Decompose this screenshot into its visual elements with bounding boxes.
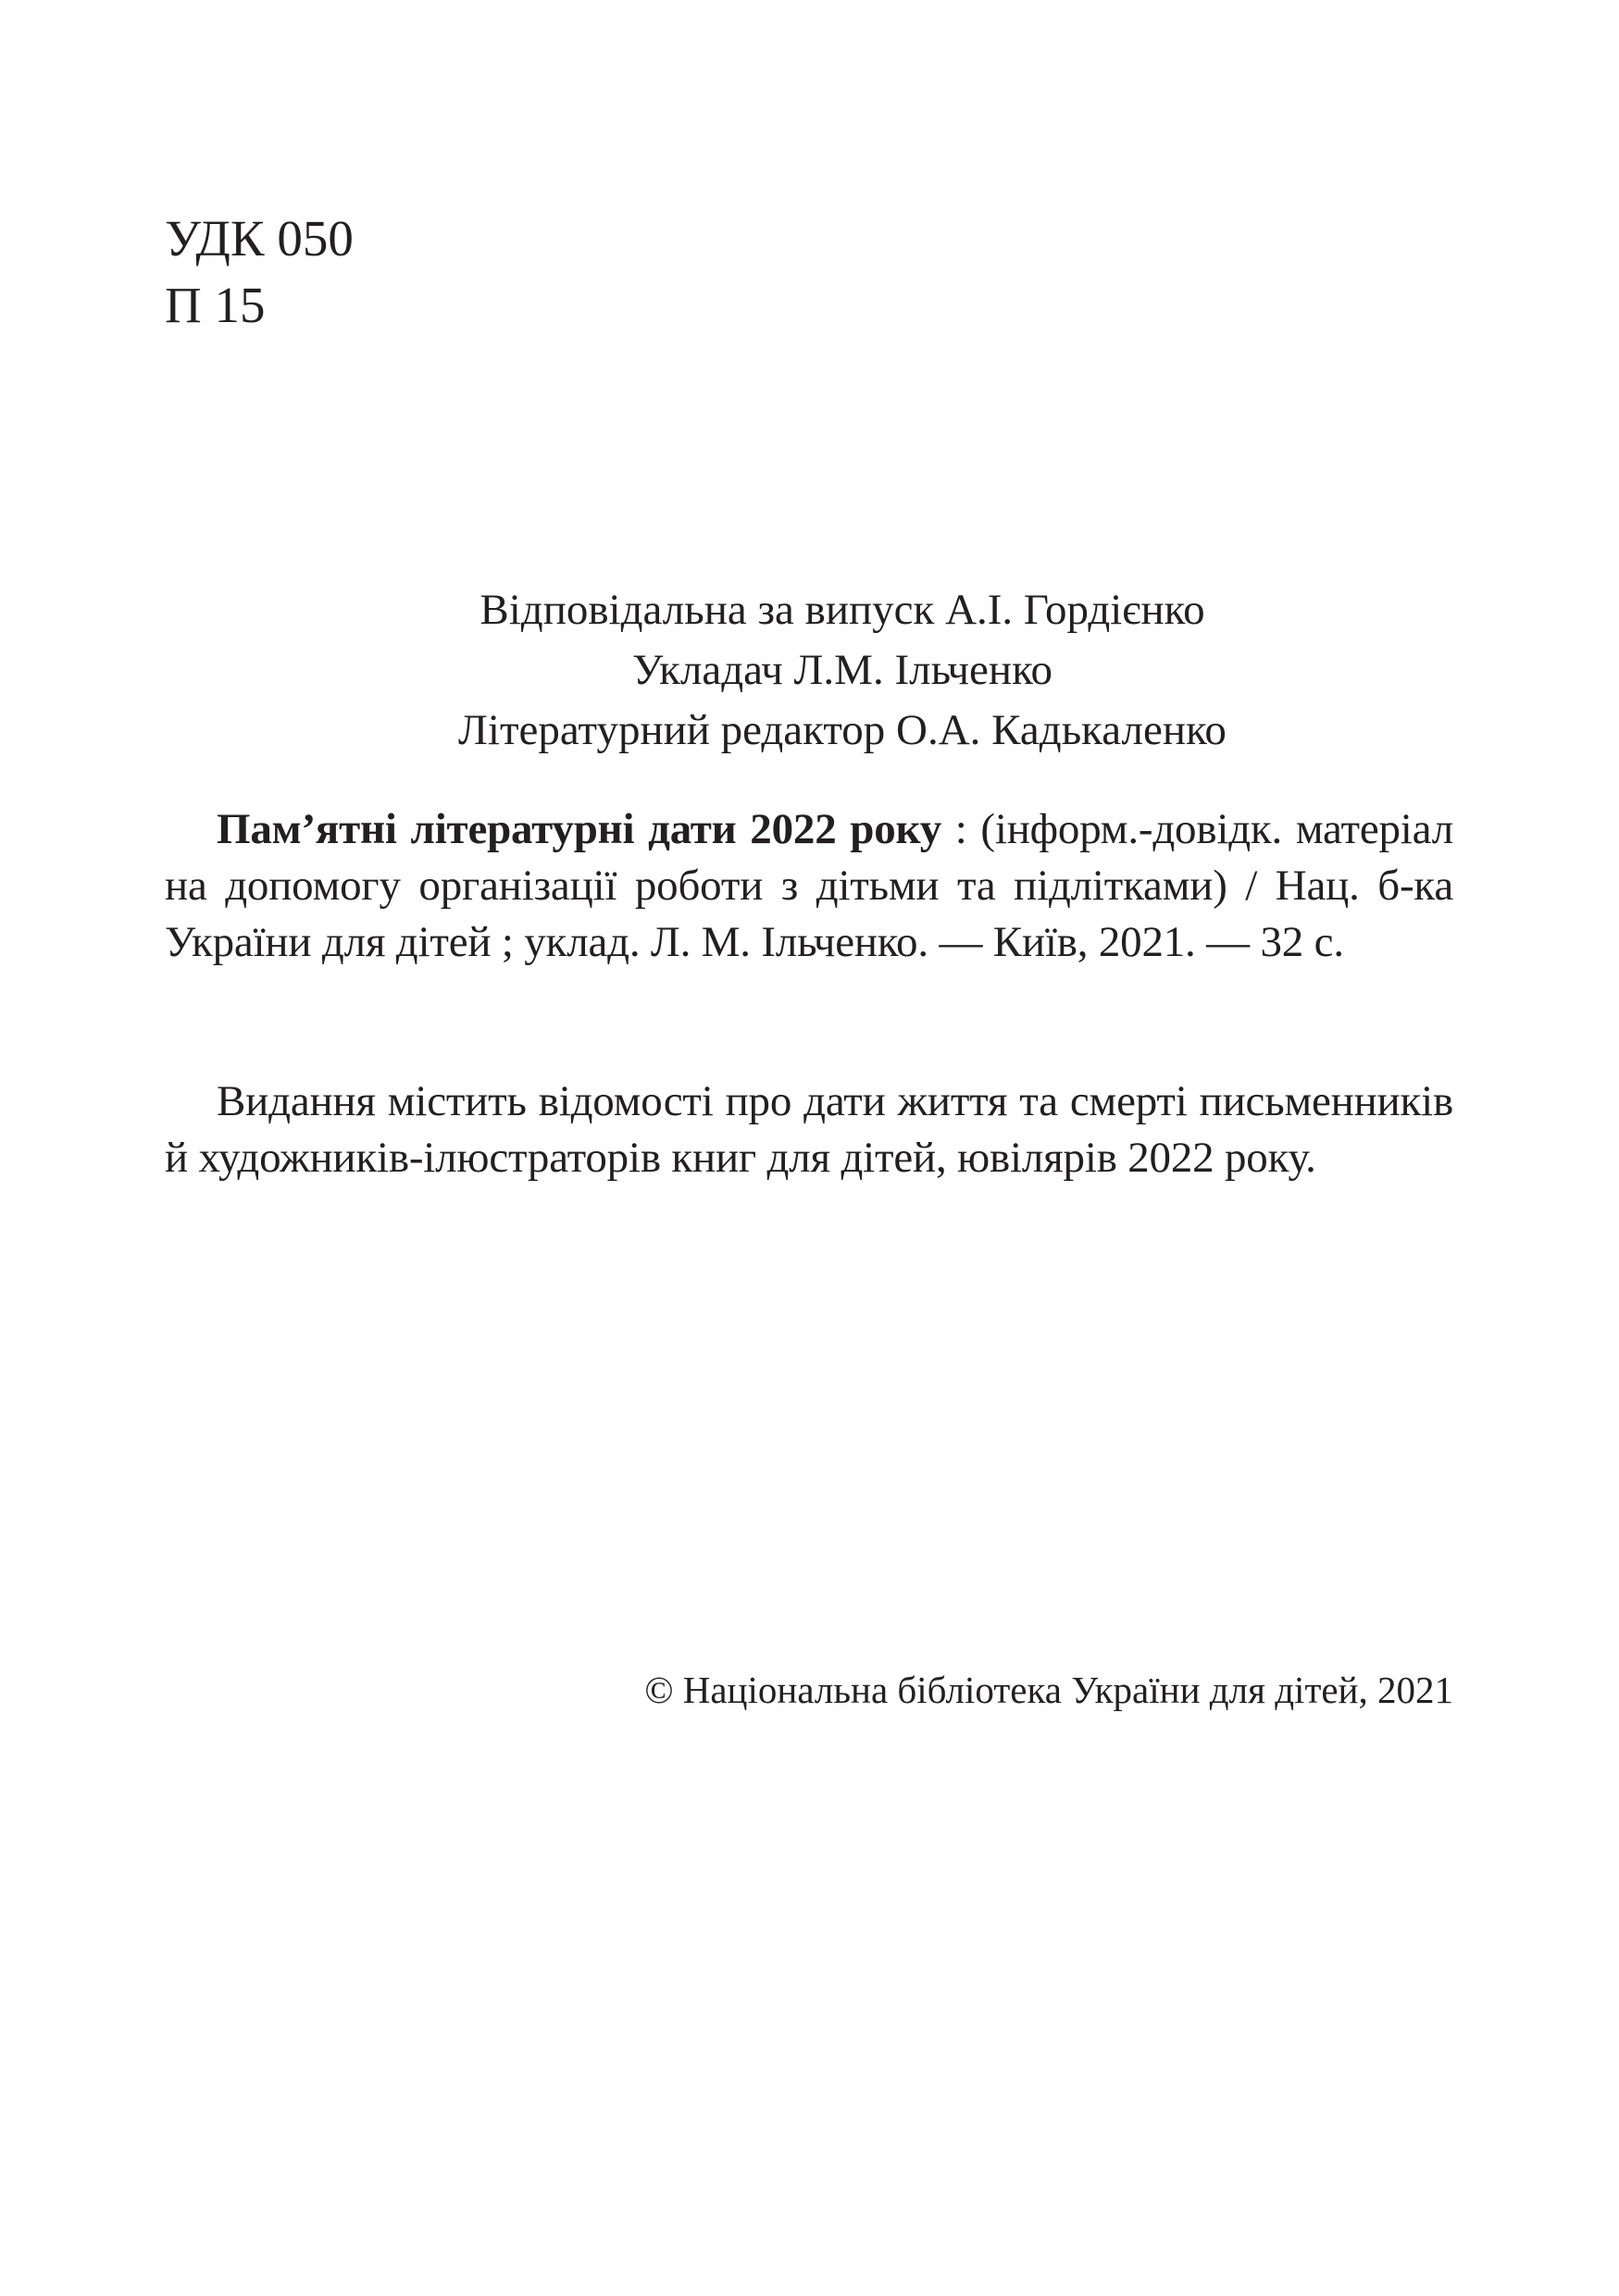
compiler: Укладач Л.М. Ільченко — [631, 646, 1053, 694]
bibliographic-details: : (інформ.-довідк. матеріал на допомогу організації роботи з дітьми та підлітками) / Нац. б-ка України для дітей ; уклад. Л. М. Ільченко. — Київ, 2021. — 32 с. — [165, 805, 1453, 966]
bibliographic-record — [165, 801, 1453, 971]
credits-block — [370, 580, 1314, 761]
bbk-code: П 15 — [165, 277, 266, 333]
copyright-notice: © Національна бібліотека України для дітей, 2021 — [644, 1669, 1453, 1711]
book-title: Пам’ятні літературні дати 2022 року — [217, 805, 942, 853]
responsible-person: Відповідальна за випуск А.І. Гордієнко — [479, 586, 1205, 634]
udk-code: УДК 050 — [165, 210, 354, 267]
literary-editor: Літературний редактор О.А. Кадькаленко — [458, 706, 1227, 754]
annotation: Видання містить відомості про дати життя та смерті письменників й художників-ілюстраторів книг для дітей, ювілярів 2022 року. — [165, 1077, 1453, 1182]
classification-block — [165, 205, 354, 339]
